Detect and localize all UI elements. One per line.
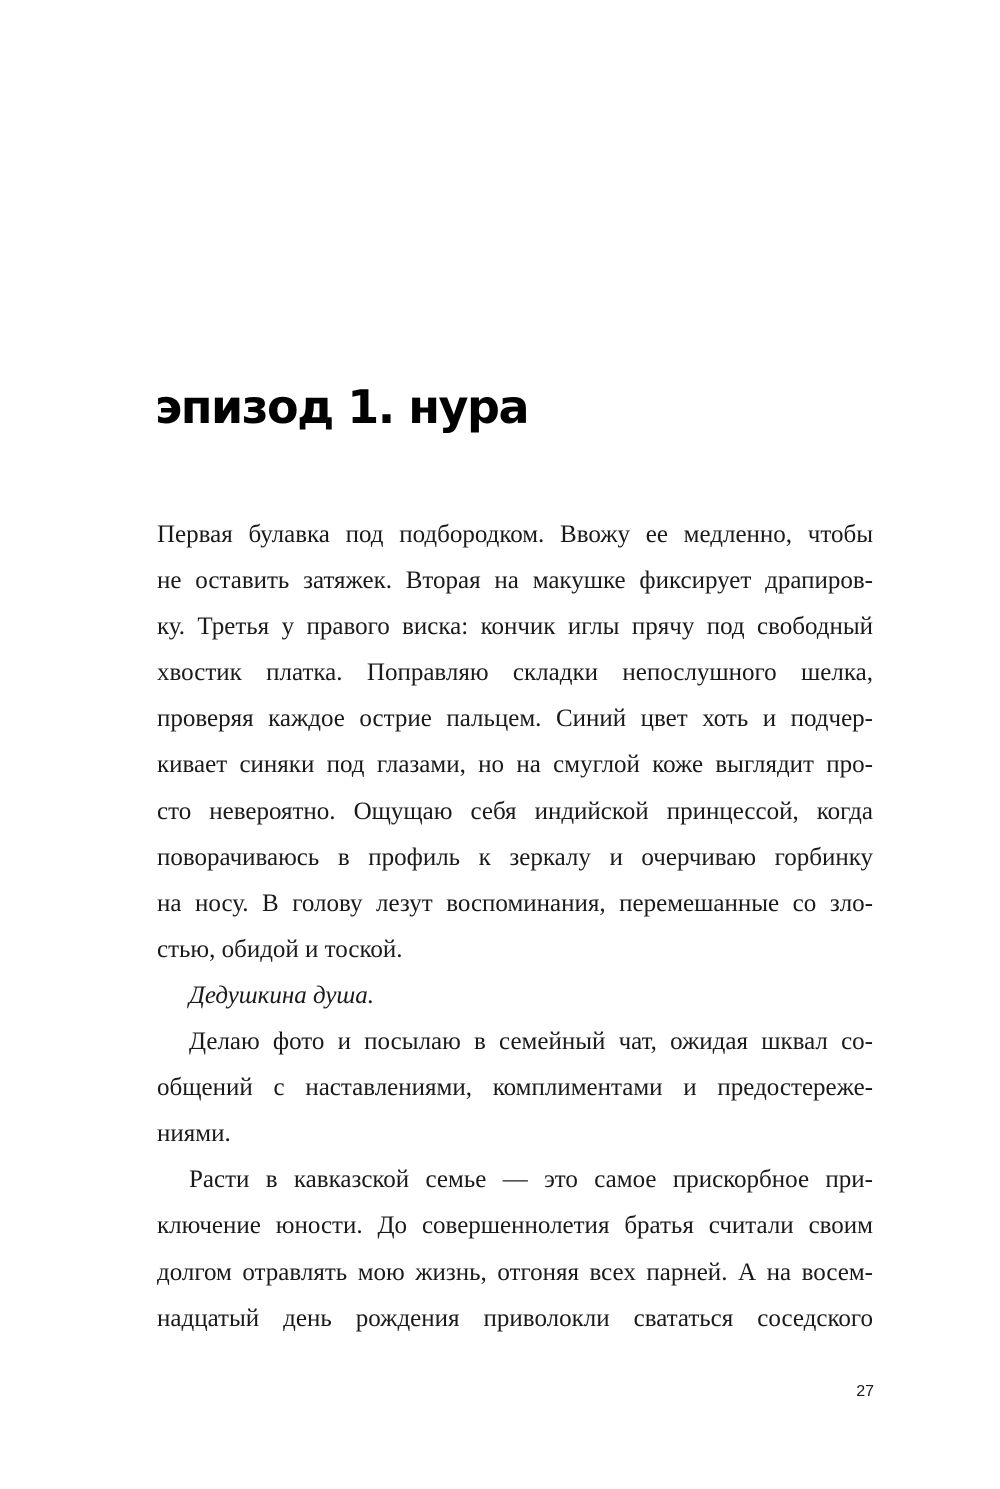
body-text (157, 512, 873, 1342)
text-line: на носу. В голову лезут воспоминания, перемешанные со зло- (157, 889, 873, 917)
text-line: долгом отравлять мою жизнь, отгоняя всех парней. А на восем- (157, 1258, 873, 1286)
text-line: надцатый день рождения приволокли свататься соседского (157, 1304, 873, 1332)
text-line: общений с наставлениями, комплиментами и предостереже- (157, 1074, 873, 1102)
italic-line: Дедушкина душа. (189, 981, 375, 1009)
chapter-title: эпизод 1. нура (155, 380, 529, 434)
text-line: кивает синяки под глазами, но на смуглой коже выглядит про- (157, 751, 873, 779)
text-line: стью, обидой и тоской. (157, 935, 403, 963)
text-line: хвостик платка. Поправляю складки непослушного шелка, (157, 659, 873, 687)
text-line: не оставить затяжек. Вторая на макушке фиксирует драпиров- (157, 567, 873, 595)
page-number: 27 (856, 1383, 874, 1400)
paragraph-1 (157, 512, 873, 973)
text-line: ку. Третья у правого виска: кончик иглы прячу под свободный (157, 613, 873, 641)
text-line: Делаю фото и посылаю в семейный чат, ожидая шквал со- (189, 1028, 873, 1056)
text-line: ключение юности. До совершеннолетия братья считали своим (157, 1212, 873, 1240)
text-line: проверяя каждое острие пальцем. Синий цвет хоть и подчер- (157, 705, 873, 733)
paragraph-3 (157, 1019, 873, 1157)
text-line: сто невероятно. Ощущаю себя индийской принцессой, когда (157, 797, 873, 825)
paragraph-2 (157, 973, 873, 1019)
text-line: поворачиваюсь в профиль к зеркалу и очерчиваю горбинку (157, 843, 873, 871)
paragraph-4 (157, 1157, 873, 1341)
text-line: Расти в кавказской семье — это самое прискорбное при- (189, 1166, 873, 1194)
text-line: ниями. (157, 1120, 231, 1148)
text-line: Первая булавка под подбородком. Ввожу ее медленно, чтобы (157, 521, 873, 548)
